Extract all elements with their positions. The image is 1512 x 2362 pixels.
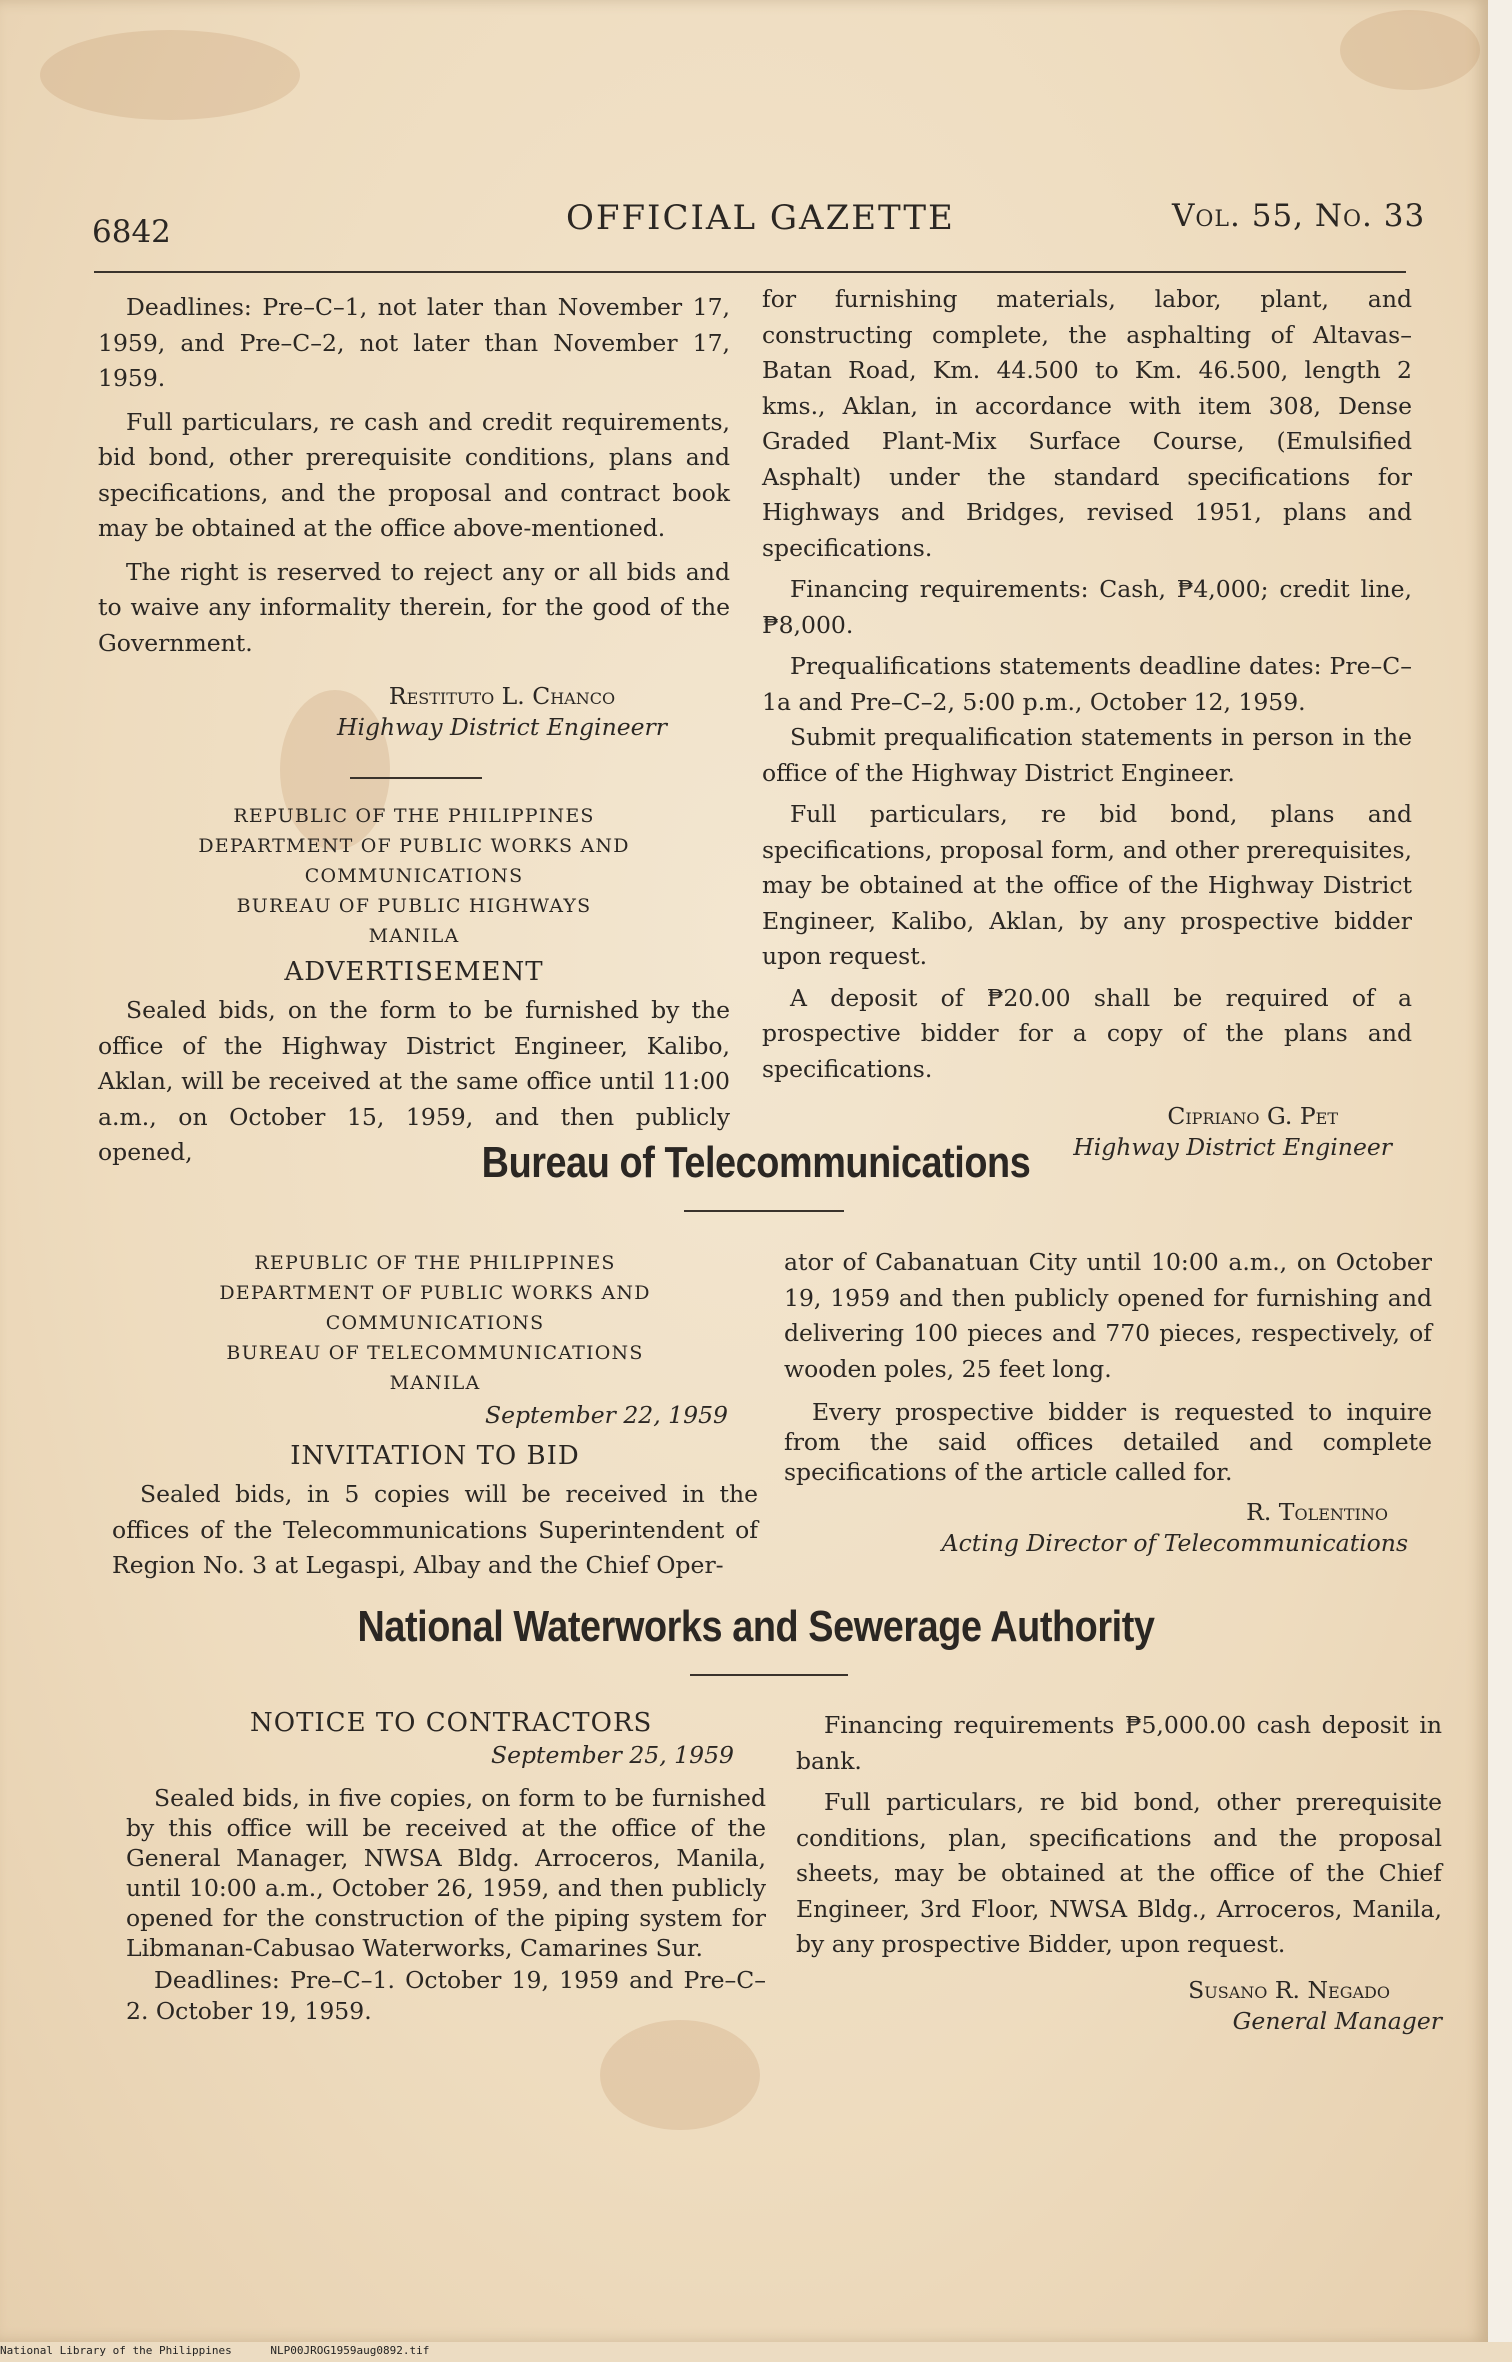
- volume-label: Vol. 55, No. 33: [1172, 198, 1426, 234]
- paragraph: Full particulars, re cash and credit requirements, bid bond, other prerequisite conditions, plans and specifications, and the proposal and contract book may be obtained at the office above-mentioned.: [98, 407, 730, 542]
- org-line: DEPARTMENT OF PUBLIC WORKS AND COMMUNICATIONS: [219, 1282, 651, 1334]
- org-block: [98, 801, 730, 951]
- paragraph: Deadlines: Pre–C–1. October 19, 1959 and Pre–C–2. October 19, 1959.: [126, 1966, 766, 2025]
- section-rule: [684, 1210, 844, 1212]
- paragraph: Prequalifications statements deadline dates: Pre–C–1a and Pre–C–2, 5:00 p.m., October 12, 1959.: [762, 652, 1412, 716]
- org-line: BUREAU OF PUBLIC HIGHWAYS: [236, 895, 592, 917]
- stain-decoration: [600, 2020, 760, 2130]
- signatory-name: Cipriano G. Pet: [1167, 1102, 1338, 1130]
- signatory-name: R. Tolentino: [1246, 1498, 1388, 1526]
- paragraph: Every prospective bidder is requested to inquire from the said offices detailed and complete specifications of the article called for.: [784, 1398, 1432, 1486]
- signatory-name: Susano R. Negado: [1188, 1975, 1390, 2004]
- org-block: [112, 1248, 758, 1398]
- signature-block: [98, 681, 730, 743]
- org-line: REPUBLIC OF THE PHILIPPINES: [233, 805, 595, 827]
- signatory-title: General Manager: [1232, 2006, 1442, 2035]
- paragraph: ator of Cabanatuan City until 10:00 a.m., on October 19, 1959 and then publicly opened for furnishing and delivering 100 pieces and 770 pieces, respectively, of wooden poles, 25 feet long.: [784, 1248, 1432, 1383]
- signatory-title: Acting Director of Telecommunications: [941, 1529, 1408, 1557]
- sec1-left-column: [98, 290, 730, 1171]
- signature-block: [784, 1497, 1432, 1559]
- notice-heading: ADVERTISEMENT: [284, 957, 544, 987]
- paragraph: A deposit of ₱20.00 shall be required of a prospective bidder for a copy of the plans and specifications.: [762, 983, 1412, 1083]
- sec2-left-column: [112, 1248, 758, 1584]
- separator-rule: [350, 777, 482, 779]
- signatory-name: Restituto L. Chanco: [388, 682, 616, 710]
- stain-decoration: [40, 30, 300, 120]
- section-rule: [690, 1674, 848, 1676]
- gazette-title: OFFICIAL GAZETTE: [566, 198, 955, 238]
- page-edge: [1488, 0, 1512, 2342]
- org-line: DEPARTMENT OF PUBLIC WORKS AND COMMUNICATIONS: [198, 835, 630, 887]
- paragraph: Deadlines: Pre–C–1, not later than November 17, 1959, and Pre–C–2, not later than November 17, 1959.: [98, 293, 730, 392]
- sec3-right-column: [796, 1708, 1442, 2037]
- notice-heading: INVITATION TO BID: [290, 1441, 580, 1471]
- section-heading: Bureau of Telecommunications: [481, 1138, 1031, 1187]
- org-line: BUREAU OF TELECOMMUNICATIONS: [226, 1342, 644, 1364]
- notice-date: September 25, 1959: [491, 1741, 734, 1769]
- sec2-right-column: [784, 1245, 1432, 1559]
- section-heading: National Waterworks and Sewerage Authority: [357, 1602, 1155, 1651]
- org-line: MANILA: [368, 925, 460, 947]
- signatory-title: Highway District Engineer: [1073, 1133, 1392, 1161]
- org-line: MANILA: [389, 1372, 481, 1394]
- file-label: NLP00JROG1959aug0892.tif: [270, 2344, 430, 2357]
- paragraph: Sealed bids, in 5 copies will be received in the offices of the Telecommunications Superintendent of Region No. 3 at Legaspi, Albay and the Chief Oper-: [112, 1480, 758, 1579]
- paragraph: Full particulars, re bid bond, other prerequisite conditions, plan, specifications and the proposal sheets, may be obtained at the office of the Chief Engineer, 3rd Floor, NWSA Bldg., Arroceros, Manila, by any prospective Bidder, upon request.: [796, 1788, 1442, 1958]
- header-rule: [94, 271, 1406, 273]
- paragraph: Sealed bids, on the form to be furnished by the office of the Highway District Engineer, Kalibo, Aklan, will be received at the same office until 11:00 a.m., on October 15, 1959, and then publicly opened,: [98, 996, 730, 1166]
- paragraph: Submit prequalification statements in person in the office of the Highway District Engineer.: [762, 723, 1412, 787]
- paragraph: Financing requirements: Cash, ₱4,000; credit line, ₱8,000.: [762, 575, 1412, 639]
- paragraph: Full particulars, re bid bond, plans and specifications, proposal form, and other prerequisites, may be obtained at the office of the Highway District Engineer, Kalibo, Aklan, by any prospective bidder upon request.: [762, 800, 1412, 970]
- org-line: REPUBLIC OF THE PHILIPPINES: [254, 1252, 616, 1274]
- sec3-left-column: [126, 1708, 766, 2027]
- notice-heading: NOTICE TO CONTRACTORS: [250, 1708, 653, 1738]
- paragraph: Financing requirements ₱5,000.00 cash deposit in bank.: [796, 1711, 1442, 1775]
- page-number: 6842: [92, 214, 171, 250]
- notice-date: September 22, 1959: [485, 1401, 728, 1429]
- paragraph: for furnishing materials, labor, plant, and constructing complete, the asphalting of Altavas–Batan Road, Km. 44.500 to Km. 46.500, length 2 kms., Aklan, in accordance with item 308, Dense Graded Plant-Mix Surface Course, (Emulsified Asphalt) under the standard specifications for Highways and Bridges, revised 1951, plans and specifications.: [762, 285, 1412, 562]
- paragraph: Sealed bids, in five copies, on form to be furnished by this office will be received at the office of the General Manager, NWSA Bldg. Arroceros, Manila, until 10:00 a.m., October 26, 1959, and then publicly opened for the construction of the piping system for Libmanan-Cabusao Waterworks, Camarines Sur.: [126, 1784, 766, 1962]
- sec1-right-column: [762, 282, 1412, 1163]
- paragraph: The right is reserved to reject any or all bids and to waive any informality therein, for the good of the Government.: [98, 557, 730, 657]
- stain-decoration: [1340, 10, 1480, 90]
- signature-block: [796, 1975, 1442, 2037]
- scan-footer: [0, 2344, 461, 2357]
- library-label: National Library of the Philippines: [0, 2344, 232, 2357]
- signatory-title: Highway District Engineerr: [336, 713, 667, 741]
